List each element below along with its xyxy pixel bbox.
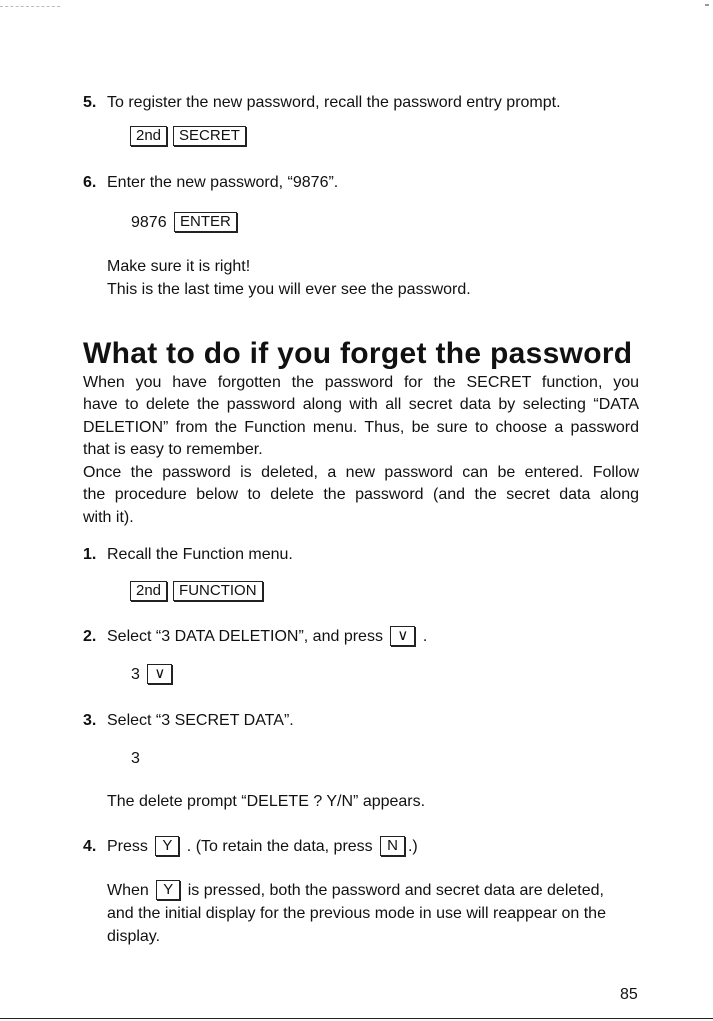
step-1-number: 1. [83,546,97,563]
intro-line-6: the procedure below to delete the password (and the secret data along [83,486,639,503]
note-line-2: This is the last time you will ever see the password. [107,281,471,298]
key-y: Y [156,880,180,900]
key-n: N [380,836,405,856]
scan-artifact-top [0,6,60,8]
intro-line-2: have to delete the password along with all secret data by selecting “DATA [83,396,639,413]
intro-line-5: Once the password is deleted, a new password can be entered. Follow [83,464,639,481]
step-4-text [107,836,418,858]
step-2-suffix: . [418,628,428,645]
key-2nd: 2nd [130,126,167,146]
intro-line-3: DELETION” from the Function menu. Thus, be sure to choose a password [83,419,639,436]
step-2-number: 2. [83,628,97,645]
step-3-number: 3. [83,712,97,729]
step-5-keys [127,126,249,148]
entry-digits: 9876 [131,214,172,231]
key-enter: ENTER [174,212,237,232]
page-bottom-edge [0,1018,713,1019]
final-line-1 [107,880,604,902]
step-6-entry [131,212,240,234]
key-down-arrow: ∨ [390,626,415,646]
step-4-label: Press [107,838,153,855]
final-prefix: When [107,882,154,899]
step-6-text: Enter the new password, “9876”. [107,174,339,191]
step-4-number: 4. [83,838,97,855]
key-2nd: 2nd [130,581,167,601]
step-2-label: Select “3 DATA DELETION”, and press [107,628,388,645]
key-y: Y [155,836,179,856]
step-1-text: Recall the Function menu. [107,546,293,563]
delete-prompt-text: The delete prompt “DELETE ? Y/N” appears. [107,793,426,810]
key-down-arrow: ∨ [147,664,172,684]
note-line-1: Make sure it is right! [107,258,251,275]
intro-line-4: that is easy to remember. [83,441,263,458]
scan-artifact-corner [705,4,709,6]
step-5-text: To register the new password, recall the password entry prompt. [107,94,561,111]
step-5-number: 5. [83,94,97,111]
step-4-middle: . (To retain the data, press [182,838,378,855]
final-rest: is pressed, both the password and secret data are deleted, [183,882,604,899]
step-3-text: Select “3 SECRET DATA”. [107,712,294,729]
step-1-keys [127,581,266,603]
section-heading: What to do if you forget the password [83,337,633,370]
key-secret: SECRET [173,126,246,146]
final-line-2: and the initial display for the previous mode in use will reappear on the [107,905,606,922]
intro-line-1: When you have forgotten the password for the SECRET function, you [83,374,639,391]
step-6-number: 6. [83,174,97,191]
intro-line-7: with it). [83,509,134,526]
page-number: 85 [620,986,638,1003]
step-4-suffix: .) [407,838,418,855]
step-2-text [107,626,427,648]
step-3-entry: 3 [131,750,140,767]
key-function: FUNCTION [173,581,263,601]
final-line-3: display. [107,928,161,945]
step-2-entry [131,664,175,686]
entry-digit: 3 [131,666,145,683]
